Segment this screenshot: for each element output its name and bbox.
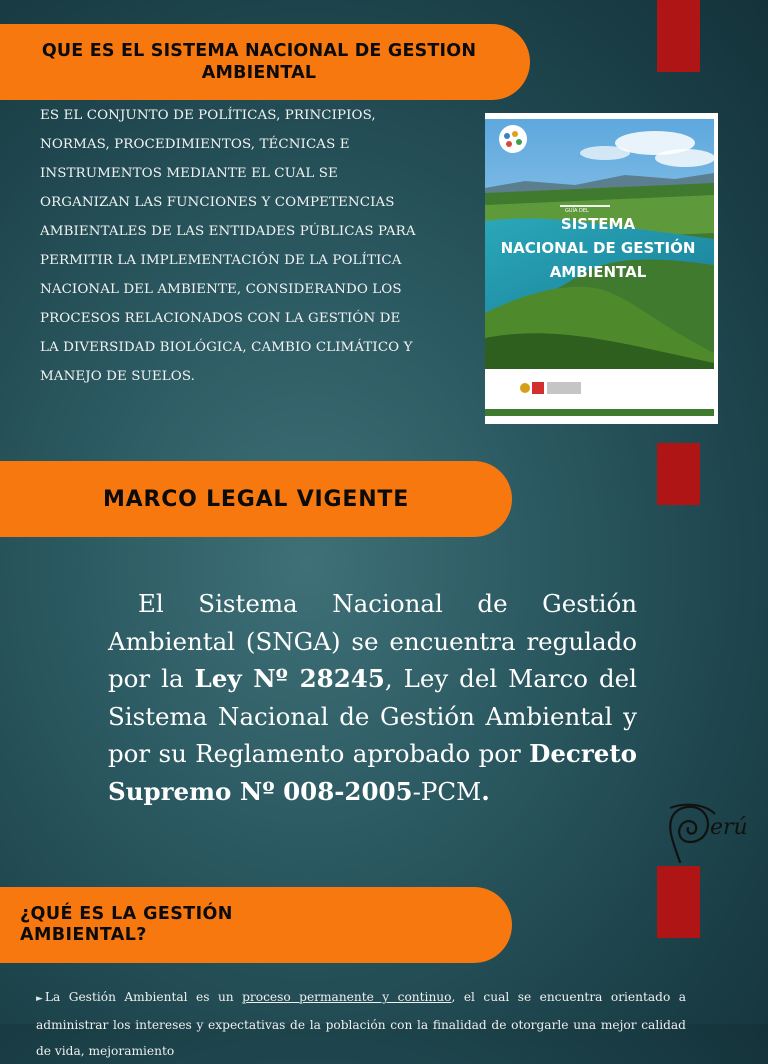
section-title-banner-snga: [0, 24, 530, 100]
legal-text-part1: El Sistema Nacional de Gestión Ambiental (SNGA) se encuentra regulado por la: [108, 589, 637, 693]
peru-logo-text: erú: [710, 815, 748, 840]
section-title: QUE ES EL SISTEMA NACIONAL DE GESTION AMBIENTAL: [41, 41, 477, 83]
legal-text-end: .: [481, 776, 490, 806]
red-accent-bar-top: [657, 0, 700, 72]
law-number: Ley Nº 28245: [194, 664, 385, 693]
section-title-banner-ga: [0, 887, 512, 963]
section-title-banner-legal: [0, 461, 512, 537]
cover-kicker: GUÍA DEL: [565, 208, 589, 214]
ga-underlined-phrase: proceso permanente y continuo: [242, 990, 452, 1004]
cover-title-line3: AMBIENTAL: [549, 263, 647, 281]
snga-definition-text: ES EL CONJUNTO DE POLÍTICAS, PRINCIPIOS, NORMAS, PROCEDIMIENTOS, TÉCNICAS E INSTRUMENTOS MEDIANTE EL CUAL SE ORGANIZAN LAS FUNCIONES Y COMPETENCIAS AMBIENTALES DE LAS ENTIDADES PÚBLICAS PARA PERMITIR LA IMPLEMENTACIÓN DE LA POLÍTICA NACIONAL DEL AMBIENTE, CONSIDERANDO LOS PROCESOS RELACIONADOS CON LA GESTIÓN DE LA DIVERSIDAD BIOLÓGICA, CAMBIO CLIMÁTICO Y MANEJO DE SUELOS.: [40, 108, 416, 384]
legal-text-part2: , Ley del Marco del Sistema Nacional de Gestión Ambiental y por su Reglamento aprobado por: [108, 664, 638, 768]
environmental-management-paragraph: [36, 984, 686, 1064]
legal-framework-paragraph: [108, 585, 637, 810]
bullet-arrow-icon: ►: [36, 994, 43, 1004]
ga-text-part1: La Gestión Ambiental es un: [44, 990, 243, 1004]
decree-number: Decreto Supremo Nº 008-2005: [108, 739, 637, 806]
red-accent-bar-middle: [657, 443, 700, 505]
cover-title-line2: NACIONAL DE GESTIÓN: [500, 239, 696, 257]
cover-title-line1: SISTEMA: [560, 215, 636, 233]
peru-brand-logo: [660, 800, 764, 864]
section-title: MARCO LEGAL VIGENTE: [102, 486, 410, 512]
ga-text-part2: , el cual se encuentra orientado a administrar los intereses y expectativas de la población con la finalidad de otorgarle una mejor calidad de vida, mejoramiento: [36, 990, 687, 1058]
guide-cover-image: [485, 113, 718, 424]
red-accent-bar-bottom: [657, 866, 700, 938]
legal-text-part3: -PCM: [412, 776, 482, 806]
section-title: ¿QUÉ ES LA GESTIÓN AMBIENTAL?: [20, 904, 233, 945]
